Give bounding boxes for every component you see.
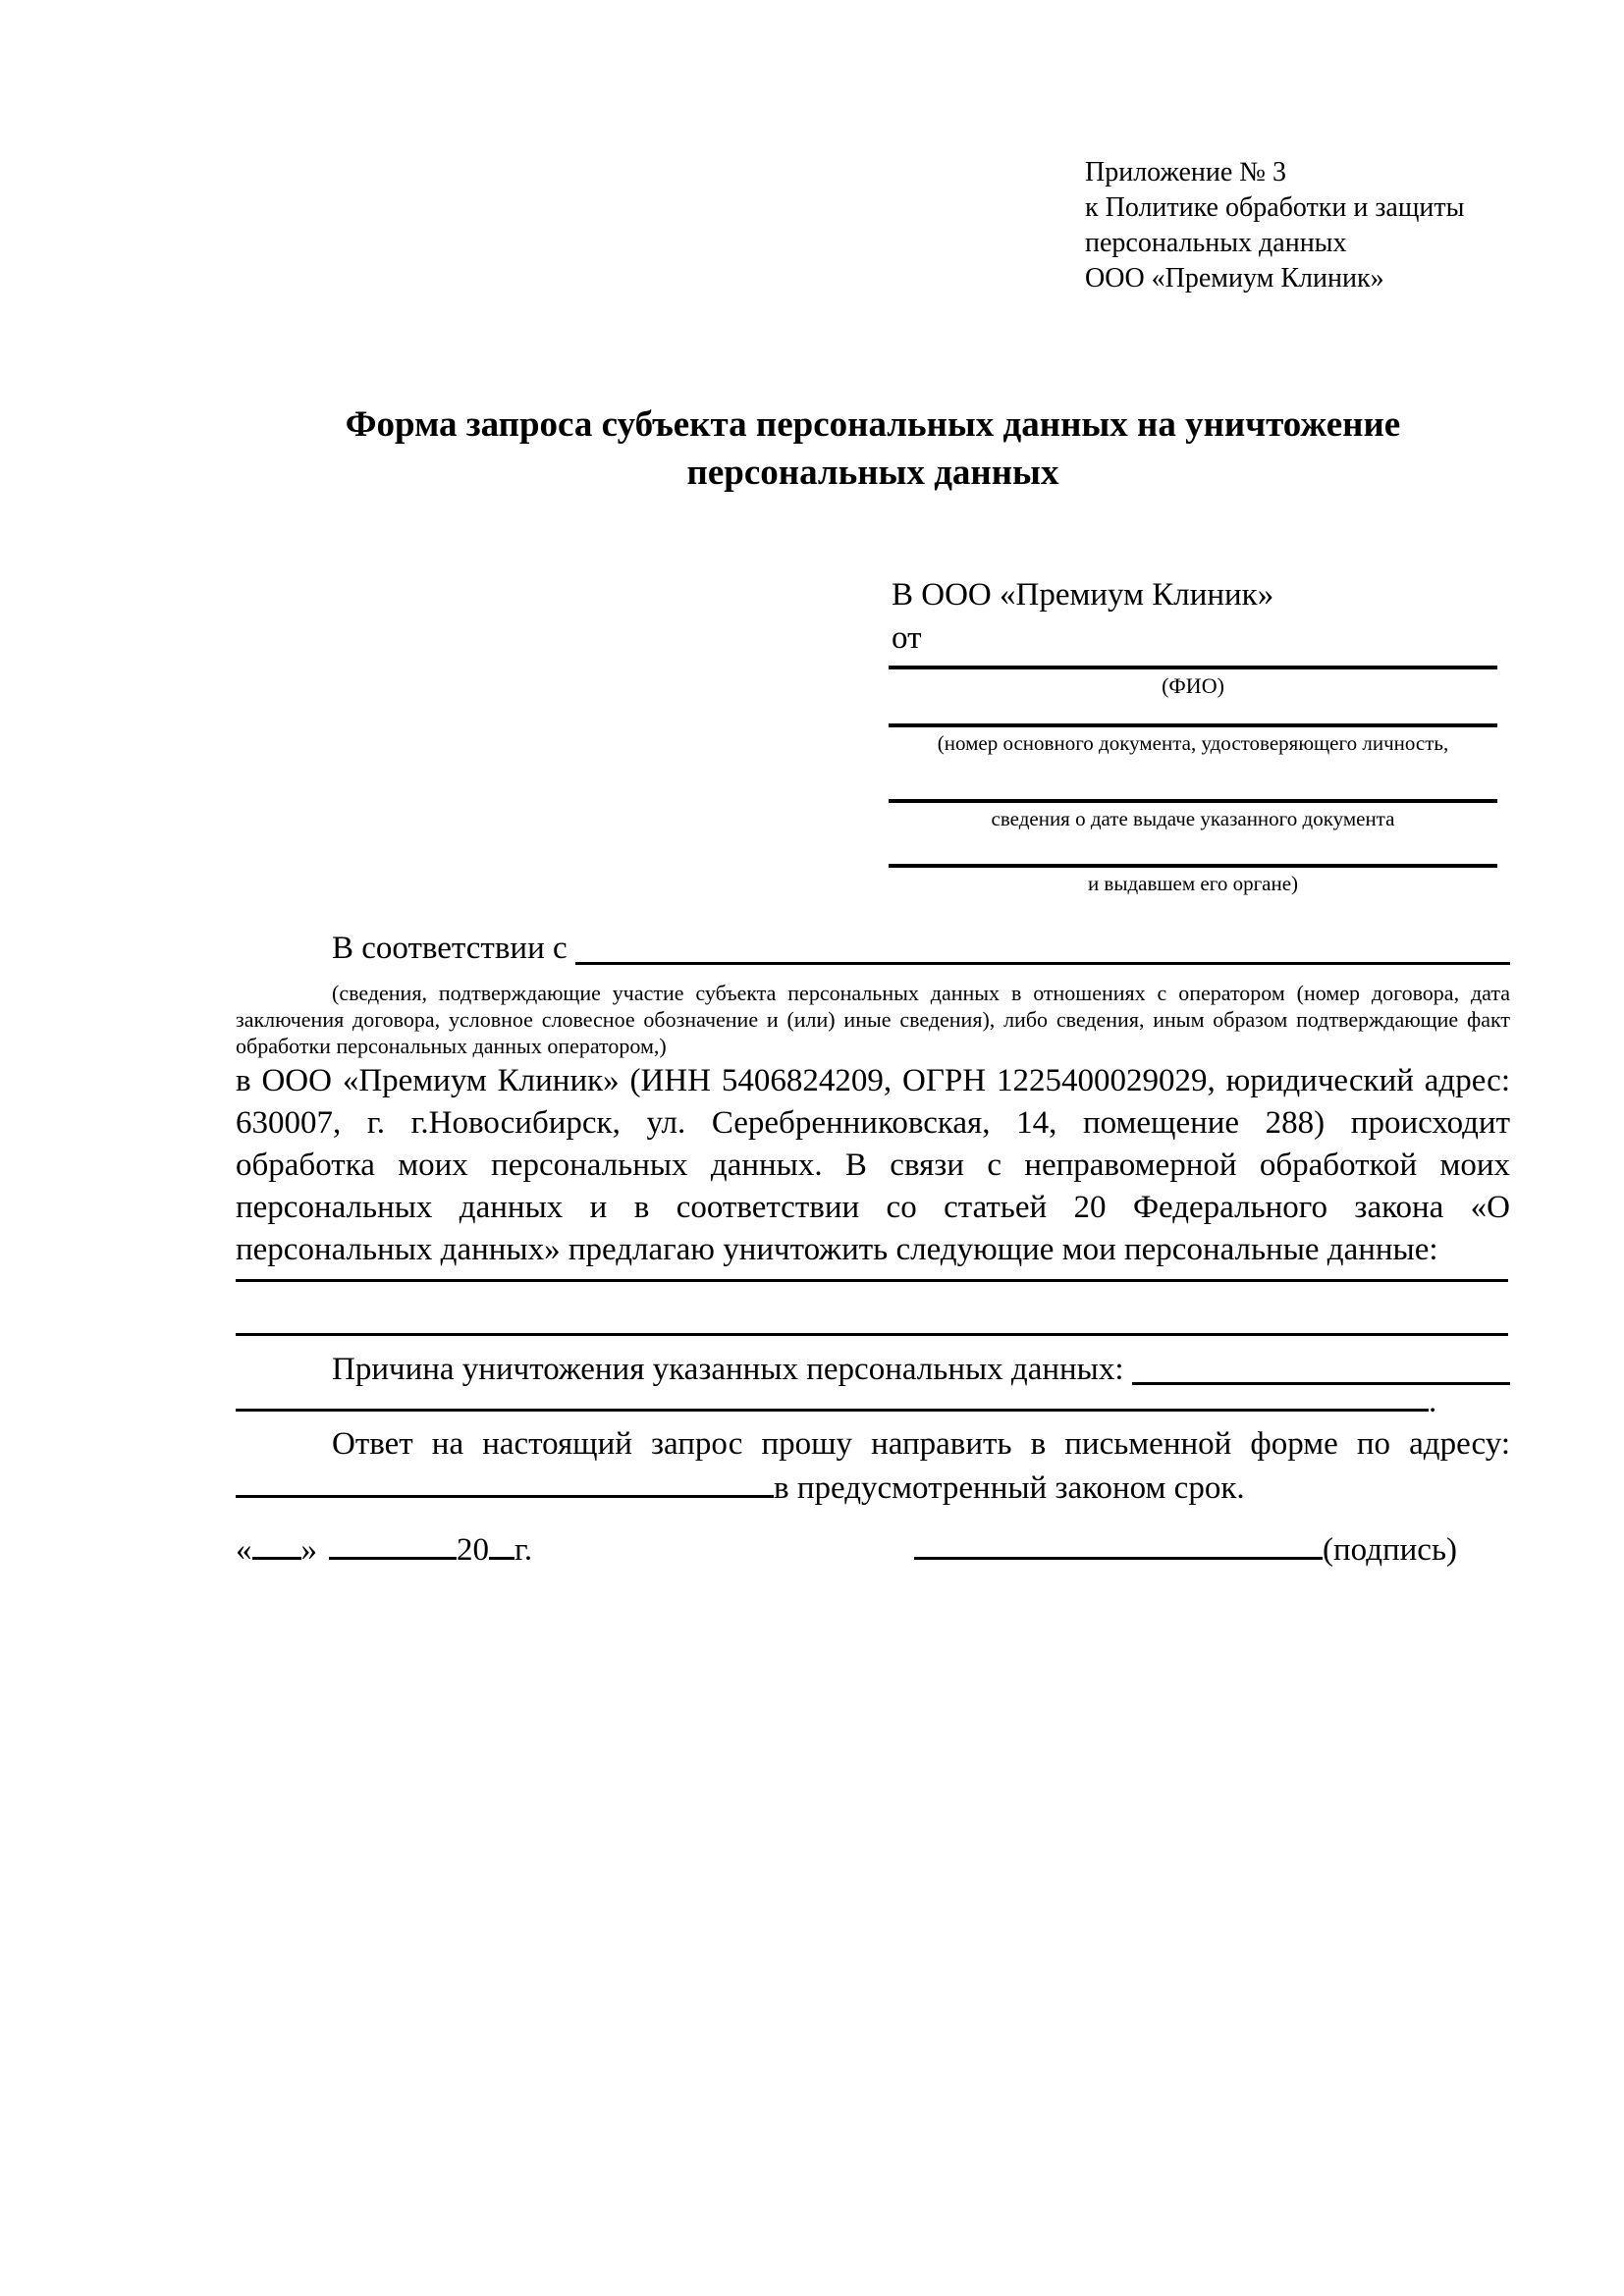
main-paragraph: в ООО «Премиум Клиник» (ИНН 5406824209, ОГРН 1225400029029, юридический адрес: 630007, г. г.Новосибирск, ул. Серебренниковская, 14, помещение 288) происходит обработка моих персональных данных. В связи с неправомерной обработкой моих персональных данных и в соответствии со статьей 20 Федерального закона «О персональных данных» предлагаю уничтожить следующие мои персональные данные: <box>236 1063 1510 1267</box>
accordance-note: (сведения, подтверждающие участие субъекта персональных данных в отношениях с оператором (номер договора, дата заключения договора, условное словесное обозначение и (или) иные сведения), либо сведения, иным образом подтверждающие факт обработки персональных данных оператором,) <box>236 981 1510 1058</box>
page-title <box>236 400 1510 497</box>
issue-date-caption: сведения о дате выдаче указанного документа <box>991 807 1395 830</box>
appendix-note <box>1085 155 1464 296</box>
answer-tail-row <box>236 1463 1510 1510</box>
open-quote: « <box>236 1532 252 1568</box>
issuing-authority-caption: и выдавшем его органе) <box>1087 872 1299 895</box>
addressee-to: В ООО «Премиум Клиник» <box>892 577 1274 613</box>
accordance-row <box>236 927 1510 970</box>
appendix-line-1: Приложение № 3 <box>1085 157 1286 187</box>
appendix-line-3: персональных данных <box>1085 228 1347 258</box>
answer-tail-text: в предусмотренный законом срок. <box>774 1470 1245 1506</box>
month-blank-line <box>329 1524 457 1560</box>
close-quote: » <box>300 1532 317 1568</box>
accordance-blank-line <box>575 927 1510 965</box>
period-text: . <box>1429 1384 1437 1419</box>
accordance-label: В соответствии с <box>332 931 568 966</box>
fio-caption: (ФИО) <box>1162 673 1224 698</box>
signature-blank-line <box>914 1524 1323 1560</box>
reason-continuation-row <box>236 1376 1510 1417</box>
paragraph-indent <box>236 927 332 970</box>
year-prefix: 20 <box>457 1532 489 1568</box>
address-blank-line <box>236 1463 774 1498</box>
appendix-line-2: к Политике обработки и защиты <box>1085 192 1465 223</box>
answer-sentence: Ответ на настоящий запрос прошу направить в письменной форме по адресу: <box>332 1426 1510 1462</box>
year-blank-line <box>489 1524 514 1560</box>
signature-caption: (подпись) <box>1323 1532 1457 1568</box>
appendix-line-4: ООО «Премиум Клиник» <box>1085 263 1384 294</box>
document-number-caption: (номер основного документа, удостоверяющего личность, <box>937 731 1449 755</box>
addressee-from: от <box>892 620 922 656</box>
issuing-authority-blank-line <box>889 864 1497 896</box>
page-title-text: Форма запроса субъекта персональных данных на уничтожение персональных данных <box>345 404 1401 493</box>
data-blank-line-1 <box>236 1279 1508 1282</box>
document-number-blank-line <box>889 723 1497 756</box>
data-blank-line-2 <box>236 1333 1508 1336</box>
day-blank-line <box>252 1524 301 1560</box>
fio-blank-line <box>889 666 1497 698</box>
reason-label: Причина уничтожения указанных персональных данных: <box>332 1352 1124 1387</box>
reason-blank-line-2 <box>236 1376 1429 1412</box>
issue-date-blank-line <box>889 799 1497 831</box>
year-suffix: г. <box>514 1532 533 1568</box>
date-row <box>236 1524 532 1572</box>
signature-row <box>914 1524 1457 1572</box>
